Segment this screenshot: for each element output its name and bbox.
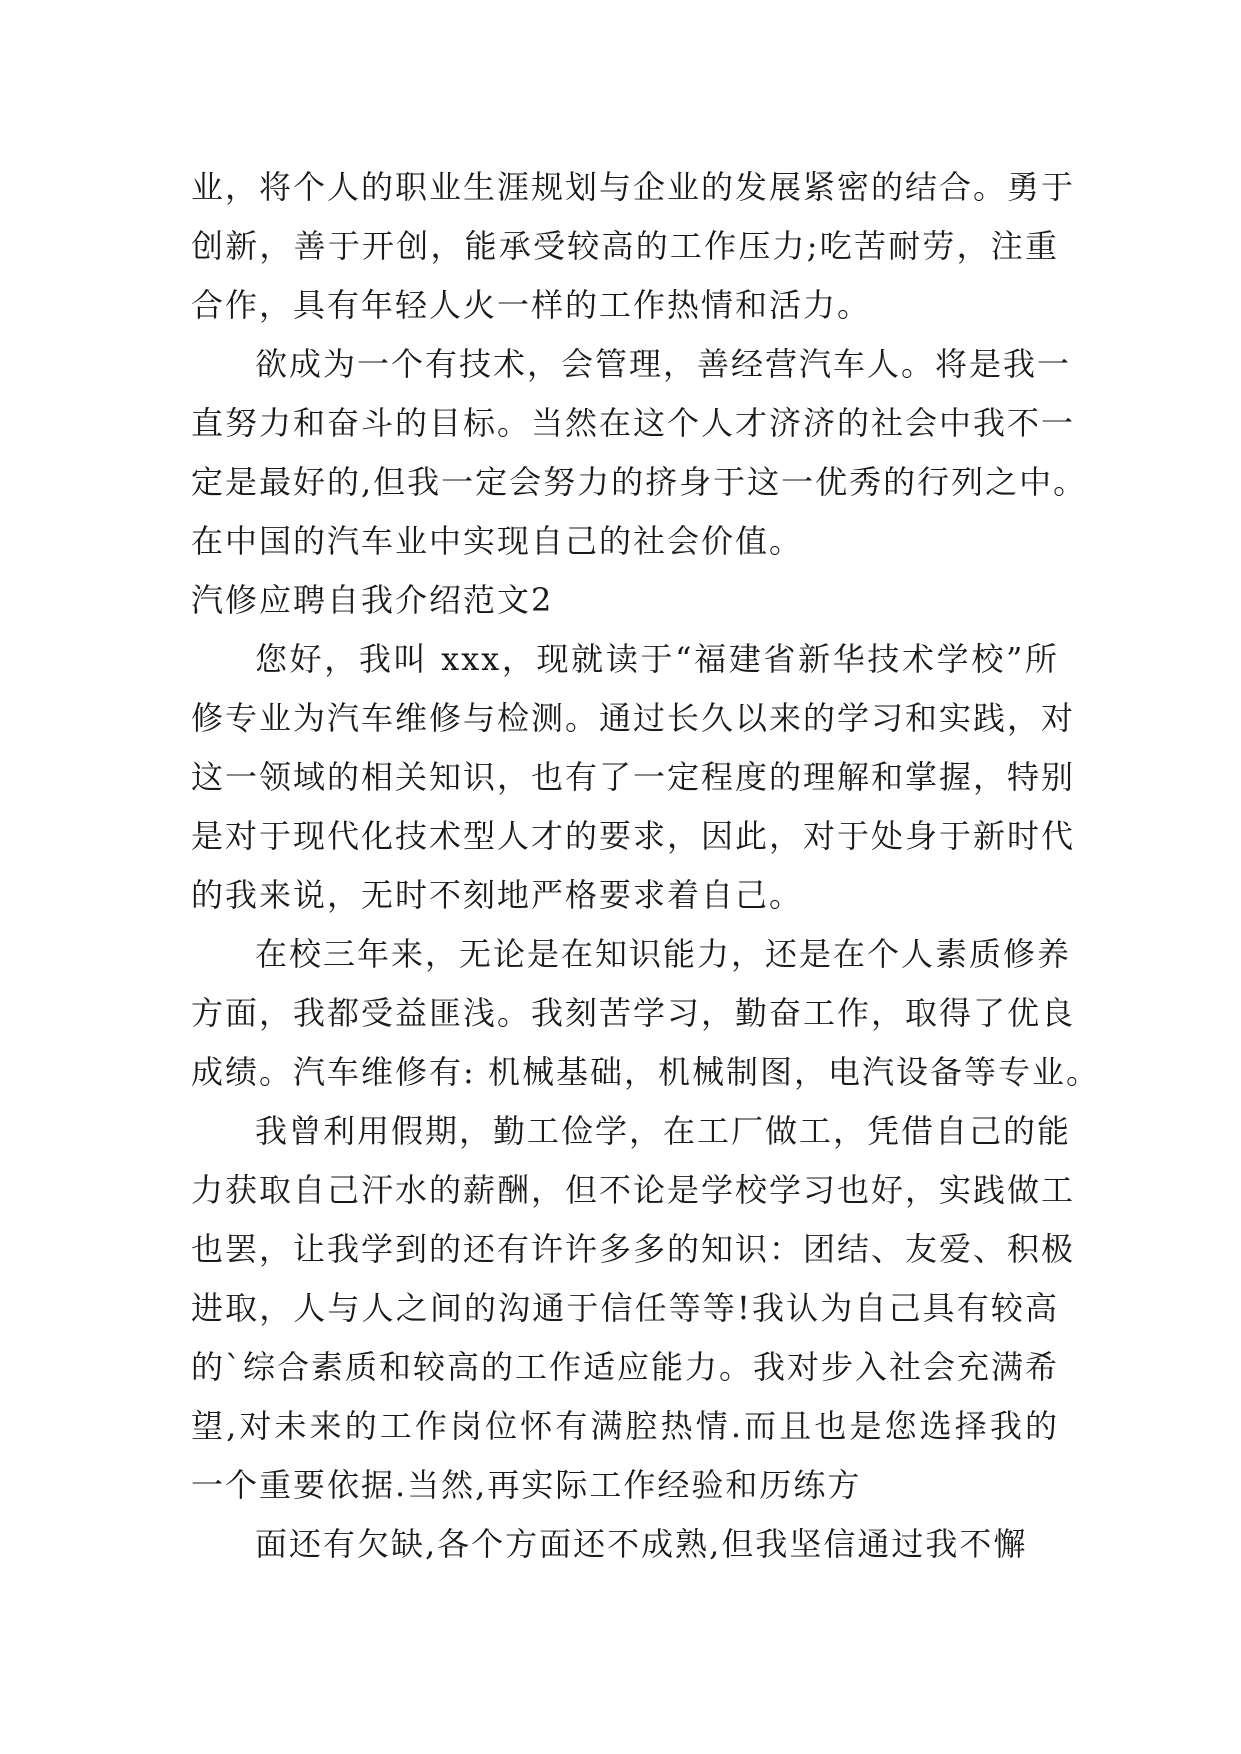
text-line: 修专业为汽车维修与检测。通过长久以来的学习和实践，对 bbox=[191, 699, 1076, 737]
text-line: 也罢，让我学到的还有许许多多的知识：团结、友爱、积极 bbox=[191, 1230, 1076, 1268]
text-line: 的`综合素质和较高的工作适应能力。我对步入社会充满希 bbox=[191, 1348, 1060, 1386]
text-line: 的我来说，无时不刻地严格要求着自己。 bbox=[191, 876, 804, 914]
text-line: 面还有欠缺,各个方面还不成熟,但我坚信通过我不懈 bbox=[255, 1525, 1028, 1563]
paragraph-career-goals bbox=[191, 158, 1076, 335]
text-line: 欲成为一个有技术，会管理，善经营汽车人。将是我一 bbox=[255, 345, 1072, 383]
text-line: 在校三年来，无论是在知识能力，还是在个人素质修养 bbox=[255, 935, 1072, 973]
text-line: 是对于现代化技术型人才的要求，因此，对于处身于新时代 bbox=[191, 817, 1076, 855]
text-line: 望,对未来的工作岗位怀有满腔热情.而且也是您选择我的 bbox=[191, 1407, 1059, 1445]
text-line: 一个重要依据.当然,再实际工作经验和历练方 bbox=[191, 1466, 862, 1504]
text-line: 进取，人与人之间的沟通于信任等等!我认为自己具有较高 bbox=[191, 1289, 1059, 1327]
paragraph-aspiration bbox=[191, 335, 1088, 571]
text-line: 成绩。汽车维修有: 机械基础，机械制图，电汽设备等专业。 bbox=[191, 1053, 1100, 1091]
text-line: 合作，具有年轻人火一样的工作热情和活力。 bbox=[191, 286, 872, 324]
text-line: 在中国的汽车业中实现自己的社会价值。 bbox=[191, 522, 804, 560]
text-line: 定是最好的,但我一定会努力的挤身于这一优秀的行列之中。 bbox=[191, 463, 1088, 501]
document-body bbox=[191, 158, 1100, 1574]
text-line: 方面，我都受益匪浅。我刻苦学习，勤奋工作，取得了优良 bbox=[191, 994, 1076, 1032]
text-line: 力获取自己汗水的薪酬，但不论是学校学习也好，实践做工 bbox=[191, 1171, 1076, 1209]
text-line: 直努力和奋斗的目标。当然在这个人才济济的社会中我不一 bbox=[191, 404, 1076, 442]
text-line: 我曾利用假期，勤工俭学，在工厂做工，凭借自己的能 bbox=[255, 1112, 1072, 1150]
text-line: 这一领域的相关知识，也有了一定程度的理解和掌握，特别 bbox=[191, 758, 1076, 796]
paragraph-school-years bbox=[191, 925, 1100, 1102]
section-heading: 汽修应聘自我介绍范文2 bbox=[191, 581, 554, 619]
text-line: 业，将个人的职业生涯规划与企业的发展紧密的结合。勇于 bbox=[191, 168, 1076, 206]
paragraph-continuation bbox=[191, 1515, 1059, 1574]
paragraph-introduction bbox=[191, 630, 1076, 925]
text-line: 创新，善于开创，能承受较高的工作压力;吃苦耐劳，注重 bbox=[191, 227, 1059, 265]
text-line: 您好，我叫 xxx，现就读于“福建省新华技术学校”所 bbox=[255, 640, 1059, 678]
paragraph-work-experience bbox=[191, 1102, 1076, 1515]
